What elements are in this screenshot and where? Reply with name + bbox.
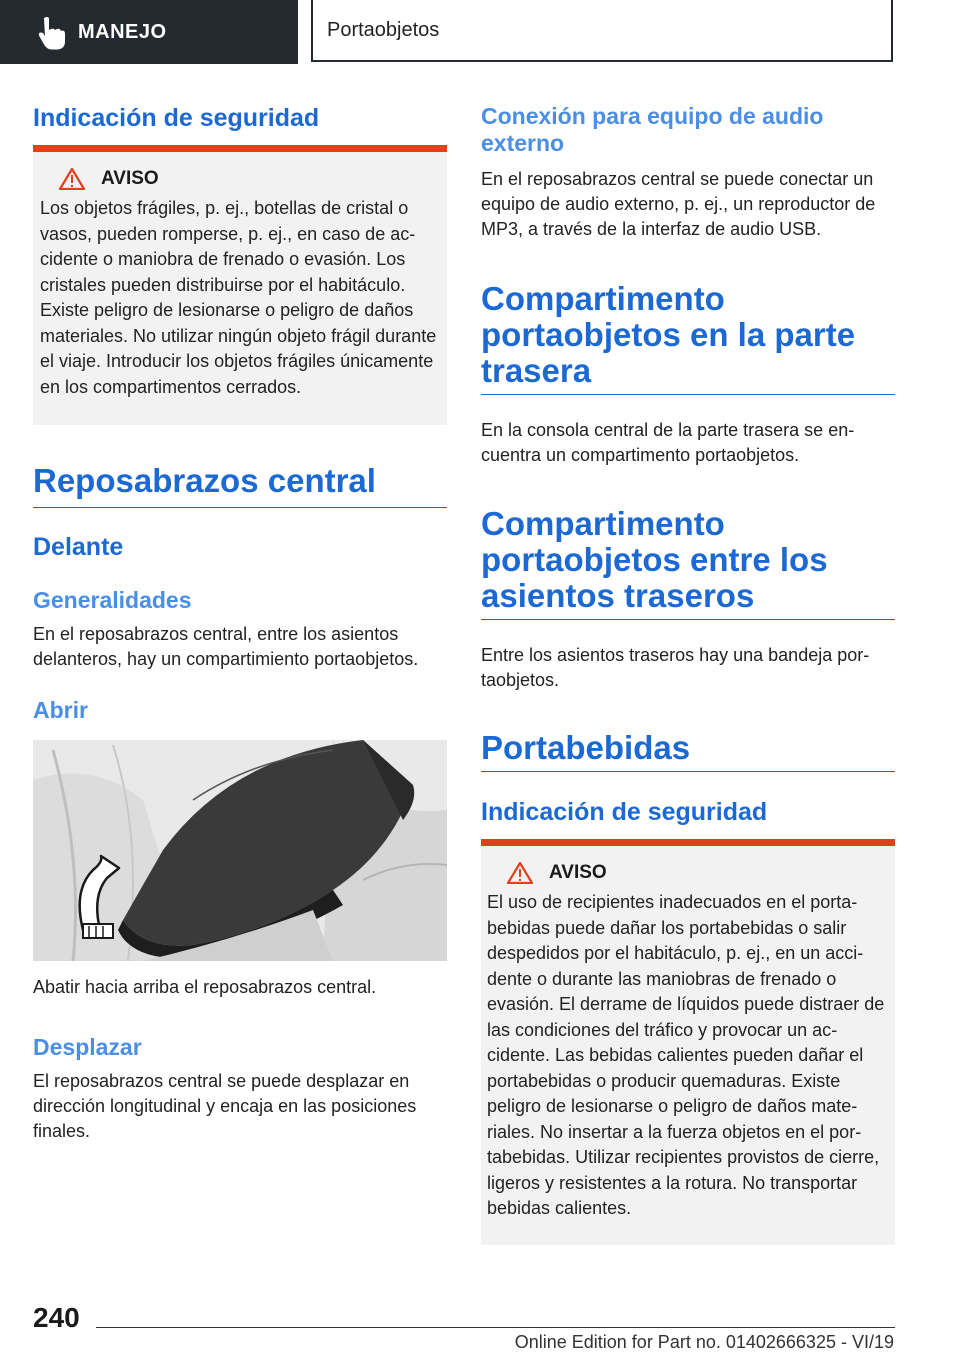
open-heading: Abrir — [33, 697, 88, 723]
heading-rule — [481, 619, 895, 620]
front-heading: Delante — [33, 533, 124, 561]
page-number: 240 — [33, 1302, 80, 1333]
general-heading: Generalidades — [33, 587, 192, 613]
warning-triangle-icon — [507, 862, 533, 884]
audio-text: En el reposabrazos central se puede conectar un equipo de audio externo, p. ej., un reproductor de MP3, a través de la interfaz de audio USB. — [481, 169, 876, 239]
between-text: Entre los asientos traseros hay una bandeja portaobjetos. — [481, 645, 870, 690]
rear-text: En la consola central de la parte trasera se encuentra un compartimento portaobjetos. — [481, 420, 855, 465]
warning-label: AVISO — [101, 168, 159, 189]
rear-heading: Compartimento portaobjetos en la parte trasera — [481, 280, 856, 389]
section-title: MANEJO — [78, 20, 167, 43]
armrest-heading: Reposabrazos central — [33, 462, 376, 499]
hand-pointer-icon — [30, 12, 70, 52]
chapter-title: Portaobjetos — [327, 18, 440, 41]
audio-heading: Conexión para equipo de audio externo — [481, 103, 824, 156]
open-caption: Abatir hacia arriba el reposabrazos central. — [33, 977, 377, 997]
warning-text: El uso de recipientes inadecuados en el portabebidas puede dañar los portabebidas o salir despedidos por el habitáculo, p. ej., en un accidente o durante las maniobras de frenado o evasión. El derrame de líquidos puede distraer de las condiciones del tráfico y provocar un accidente. Las bebidas calientes pueden dañar el portabebidas o producir quemaduras. Existe peligro de lesionarse o peligro de daños materiales. No insertar a la fuerza objetos en el portabebidas. Utilizar recipientes provistos de cierre, ligeros y resistentes a la rotura. No transportar bebidas calientes. — [487, 892, 885, 1218]
move-text: El reposabrazos central se puede desplazar en dirección longitudinal y encaja en las posiciones finales. — [33, 1071, 417, 1141]
safety2-heading: Indicación de seguridad — [481, 798, 768, 826]
heading-rule — [481, 771, 895, 772]
warning-box — [481, 839, 895, 1245]
warning-triangle-icon — [59, 168, 85, 190]
footer-rule — [96, 1327, 895, 1328]
armrest-illustration — [33, 740, 447, 961]
safety-heading: Indicación de seguridad — [33, 104, 320, 132]
warning-label: AVISO — [549, 862, 607, 883]
heading-rule — [33, 507, 447, 508]
move-heading: Desplazar — [33, 1034, 142, 1060]
warning-text: Los objetos frágiles, p. ej., botellas de cristal o vasos, pueden romperse, p. ej., en caso de accidente o maniobra de frenado o evasión. Los cristales pueden distribuirse por el habitáculo. Existe peligro de lesionarse o peligro de daños materiales. No utilizar ningún objeto frágil durante el viaje. Introducir los objetos frágiles únicamente en los compartimentos cerrados. — [40, 198, 437, 397]
cupholder-heading: Portabebidas — [481, 729, 691, 766]
between-heading: Compartimento portaobjetos entre los asientos traseros — [481, 505, 828, 614]
edition-info: Online Edition for Part no. 01402666325 - VI/19 — [514, 1332, 894, 1352]
chapter-header — [311, 0, 893, 62]
section-tab[interactable] — [0, 0, 298, 64]
general-text: En el reposabrazos central, entre los asientos delanteros, hay un compartimiento portaobjetos. — [33, 624, 419, 669]
heading-rule — [481, 394, 895, 395]
warning-box — [33, 145, 447, 425]
